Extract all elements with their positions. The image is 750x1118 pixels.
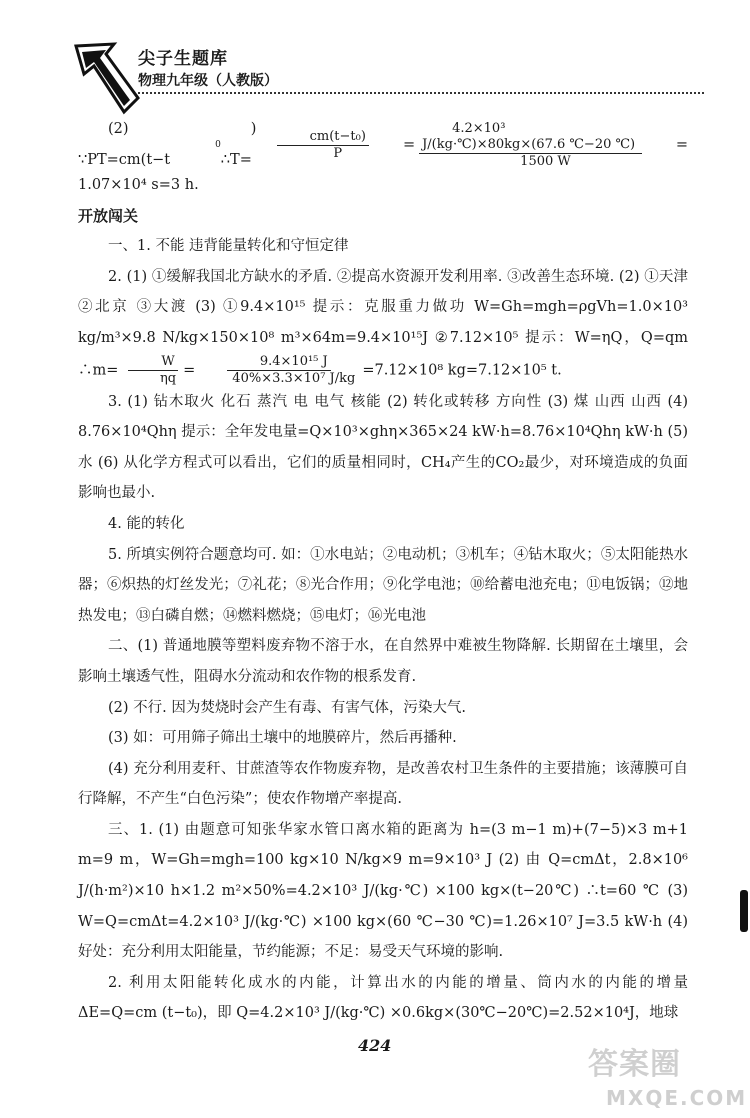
header-divider xyxy=(138,92,704,94)
answer-paragraph: 2. 利用太阳能转化成水的内能，计算出水的内能的增量、筒内水的内能的增量 ΔE=Q=cm (t−t₀)，即 Q=4.2×10³ J/(kg·℃) ×0.6kg×(30℃−20℃)=2.52×10⁴J，地球 xyxy=(78,974,688,1022)
fraction-3: $\frac{W}{\eta q}$ xyxy=(127,354,179,387)
answer-paragraph: 5. 所填实例符合题意均可. 如：①水电站；②电动机；③机车；④钻木取火；⑤太阳能热水器；⑥炽热的灯丝发光；⑦礼花；⑧光合作用；⑨化学电池；⑩给蓄电池充电；⑪电饭锅；⑫地热发电；⑬白磷自燃；⑭燃料燃烧；⑮电灯；⑯光电池 xyxy=(78,546,688,624)
watermark-url: MXQE.COM xyxy=(606,1086,748,1110)
answer-body xyxy=(78,120,688,1029)
answer-line: (3) 如：可用筛子筛出土壤中的地膜碎片，然后再播种. xyxy=(108,730,457,747)
book-subtitle: 物理九年级（人教版） xyxy=(138,73,278,89)
eq-text-b: ) ∴T= xyxy=(220,121,257,168)
answer-paragraph: 3. (1) 钻木取火 化石 蒸汽 电 电气 核能 (2) 转化或转移 方向性 (3) 煤 山西 山西 (4) 8.76×10⁴Qhη 提示：全年发电量=Q×10³×ghη×365×24 kW·h=8.76×10⁴Qhη kW·h (5) 水 (6) 从化学方程式可以看出，它们的质量相同时，CH₄产生的CO₂最少，对环境造成的负面影响也最小. xyxy=(78,393,688,502)
fraction-4: $\frac{\text{9.4×10¹⁵ J}}{\text{40\%×3.3×10⁷ J/kg}}$ xyxy=(199,354,358,387)
answer-paragraph: 二、(1) 普通地膜等塑料废弃物不溶于水，在自然界中难被生物降解. 长期留在土壤里，会影响土壤透气性，阻碍水分流动和农作物的根系发育. xyxy=(78,638,688,685)
answer-line: 一、1. 不能 违背能量转化和守恒定律 xyxy=(108,238,349,255)
fraction-1: $\frac{\text{cm(t−t₀)}}{P}$ xyxy=(277,129,369,162)
watermark-logo: 答案圈 xyxy=(588,1047,681,1082)
section-heading: 开放闯关 xyxy=(78,206,139,225)
answer-paragraph: 三、1. (1) 由题意可知张华家水管口离水箱的距离为 h=(3 m−1 m)+(7−5)×3 m+1 m=9 m，W=Gh=mgh=100 kg×10 N/kg×9 m=9×10³ J (2) 由 Q=cmΔt，2.8×10⁶ J/(h·m²)×10 h×1.2 m²×50%=4.2×10³ J/(kg·℃) ×100 kg×(t−20℃) ∴t=60 ℃ (3) W=Q=cmΔt=4.2×10³ J/(kg·℃) ×100 kg×(60 ℃−30 ℃)=1.26×10⁷ J=3.5 kW·h (4) 好处：充分利用太阳能量，节约能源；不足：易受天气环境的影响. xyxy=(78,821,688,961)
book-title: 尖子生题库 xyxy=(138,49,228,69)
eq-text-a: (2) ∵PT=cm(t−t xyxy=(78,121,171,168)
answer-line: (2) 不行. 因为焚烧时会产生有毒、有害气体，污染大气. xyxy=(108,699,466,716)
page-edge-mark xyxy=(740,890,748,932)
page-number: 424 xyxy=(358,1036,392,1055)
answer-paragraph: 2. (1) ①缓解我国北方缺水的矛盾. ②提高水资源开发利用率. ③改善生态环境. (2) ①天津 ②北京 ③大渡 (3) ①9.4×10¹⁵ 提示：克服重力做功 W=Gh=mgh=ρgVh=1.0×10³ kg/m³×9.8 N/kg×150×10⁸ m³×64m=9.4×10¹⁵J ②7.12×10⁵ 提示：W=ηQ，Q=qm ∴m= $\frac{W}{\eta q}$ = $\frac{\text{9.4×10¹⁵ J}}{\text{40\%×3.3×10⁷ J/kg}}$ =7.12×10⁸ kg=7.12×10⁵ t. xyxy=(78,268,688,386)
answer-paragraph: (4) 充分利用麦秆、甘蔗渣等农作物废弃物，是改善农村卫生条件的主要措施；该薄膜可自行降解，不产生“白色污染”；使农作物增产率提高. xyxy=(78,760,688,808)
answer-line: 1.07×10⁴ s=3 h. xyxy=(78,177,199,193)
answer-line: 4. 能的转化 xyxy=(108,515,185,532)
arrow-logo-icon xyxy=(72,40,142,126)
equation-row: (2) ∵PT=cm(t−t 0 ) ∴T= $\frac{\text{cm(t−t₀)}}{P}$ = $\frac{\text{4.2×10³ J/(kg·℃)×80kg×(67.6 ℃−20 ℃)}}{1500 W}$ = xyxy=(78,120,688,170)
fraction-2: $\frac{\text{4.2×10³ J/(kg·℃)×80kg×(67.6 ℃−20 ℃)}}{1500 W}$ xyxy=(419,121,642,170)
